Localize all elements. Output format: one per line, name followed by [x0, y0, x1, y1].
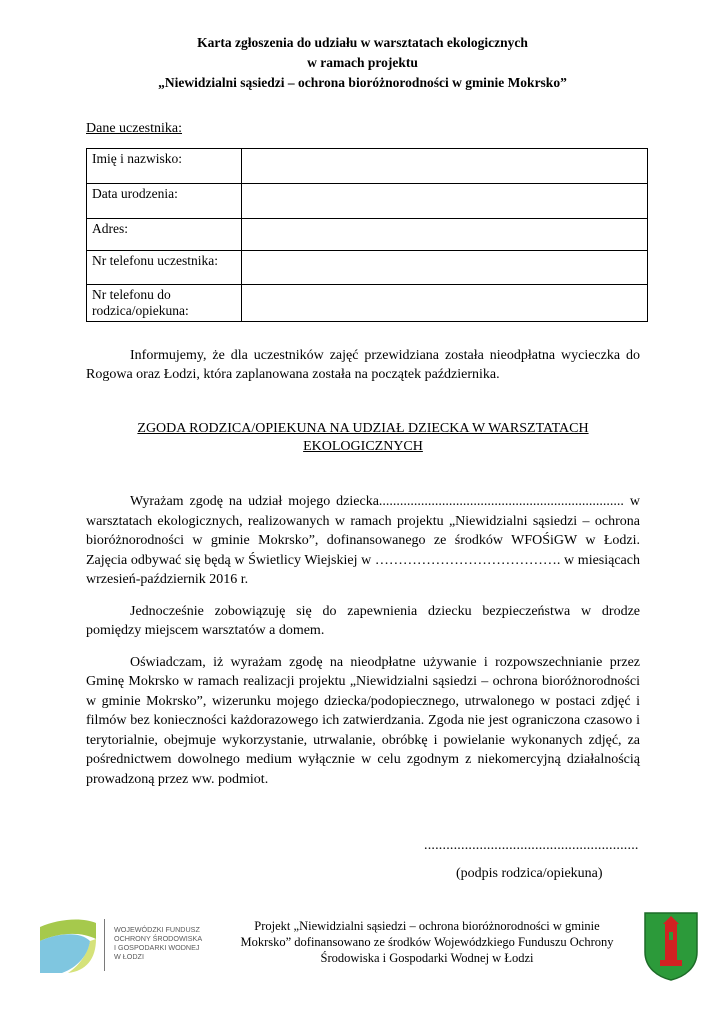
- consent-paragraph-safety: Jednocześnie zobowiązuję się do zapewnienia dziecku bezpieczeństwa w drodze pomiędzy miejscem warsztatów a domem.: [86, 603, 640, 638]
- table-row: [87, 149, 648, 184]
- form-title: [0, 33, 725, 93]
- consent-paragraph-image-rights: Oświadczam, iż wyrażam zgodę na nieodpłatne używanie i rozpowszechnianie przez Gminę Mokrsko w ramach realizacji projektu „Niewidzialni sąsiedzi – ochrona bioróżnorodności w gminie Mokrsko”, wizerunku mojego dziecka/podopiecznego, utrwalonego w postaci zdjęć i filmów bez konieczności każdorazowego ich zatwierdzania. Zgoda nie jest ograniczona czasowo i terytorialnie, obejmuje wykorzystanie, utrwalanie, obróbkę i powielanie wykonanych zdjęć, za pośrednictwem dowolnego medium wyłącznie w celu zgodnym z niekomercyjną działalnością prowadzoną przez ww. podmiot.: [86, 654, 640, 787]
- fund-name-line-2: OCHRONY ŚRODOWISKA: [114, 934, 203, 943]
- logo-divider: [104, 919, 105, 971]
- wfosigw-logo: [36, 915, 206, 975]
- consent-heading-line-1: ZGODA RODZICA/OPIEKUNA NA UDZIAŁ DZIECKA W WARSZTATACH: [137, 421, 589, 436]
- address-field[interactable]: [242, 219, 648, 251]
- consent-paragraph-participation: Wyrażam zgodę na udział mojego dziecka...................................................................... w warsztatach ekologicznych, realizowanych w ramach projektu „Niewidzialni sąsiedzi – ochrona bioróżnorodności w gminie Mokrsko”, dofinansowanego ze środków WFOŚiGW w Łodzi. Zajęcia odbywać się będą w Świetlicy Wiejskiej w …………………………………. w miesiącach wrzesień-październik 2016 r.: [86, 494, 640, 587]
- field-label-address: Adres:: [87, 219, 242, 251]
- title-line-1: Karta zgłoszenia do udziału w warsztatach ekologicznych: [197, 35, 528, 50]
- funding-note-line-1: Projekt „Niewidzialni sąsiedzi – ochrona bioróżnorodności w gminie: [254, 919, 600, 933]
- participant-data-table: [86, 148, 648, 322]
- consent-heading: [86, 420, 640, 456]
- wfosigw-logo-icon: [36, 915, 102, 975]
- table-row: [87, 184, 648, 219]
- fund-name-line-4: W ŁODZI: [114, 952, 144, 961]
- guardian-phone-label-line-2: rodzica/opiekuna:: [92, 303, 189, 318]
- trip-information-text: Informujemy, że dla uczestników zajęć przewidziana została nieodpłatna wycieczka do Rogowa oraz Łodzi, która zaplanowana została na początek października.: [86, 348, 640, 382]
- title-line-3: „Niewidzialni sąsiedzi – ochrona bioróżnorodności w gminie Mokrsko”: [158, 75, 567, 90]
- trip-information: [86, 346, 640, 384]
- participant-phone-field[interactable]: [242, 251, 648, 285]
- fund-name: [114, 925, 202, 961]
- funding-note: [222, 918, 632, 966]
- consent-body: [86, 492, 640, 789]
- field-label-guardian-phone: [87, 285, 242, 322]
- table-row: [87, 285, 648, 322]
- guardian-phone-label-line-1: Nr telefonu do: [92, 287, 171, 302]
- title-line-2: w ramach projektu: [307, 55, 418, 70]
- funding-note-line-2: Mokrsko” dofinansowano ze środków Wojewódzkiego Funduszu Ochrony: [240, 935, 614, 949]
- fund-name-line-1: WOJEWÓDZKI FUNDUSZ: [114, 925, 200, 934]
- name-field[interactable]: [242, 149, 648, 184]
- fund-name-line-3: I GOSPODARKI WODNEJ: [114, 943, 200, 952]
- mokrsko-crest-icon: [642, 910, 700, 982]
- crest-tower: [665, 924, 677, 964]
- participant-section-label: Dane uczestnika:: [86, 121, 183, 136]
- signature-line[interactable]: ..........................................................: [424, 838, 639, 853]
- table-row: [87, 251, 648, 285]
- guardian-phone-field[interactable]: [242, 285, 648, 322]
- consent-heading-line-2: EKOLOGICZNYCH: [303, 439, 423, 454]
- field-label-name: Imię i nazwisko:: [87, 149, 242, 184]
- funding-note-line-3: Środowiska i Gospodarki Wodnej w Łodzi: [320, 951, 534, 965]
- signature-label: (podpis rodzica/opiekuna): [456, 866, 603, 881]
- crest-tower-base: [660, 960, 682, 966]
- crest-window: [669, 932, 673, 940]
- field-label-birth-date: Data urodzenia:: [87, 184, 242, 219]
- table-row: [87, 219, 648, 251]
- birth-date-field[interactable]: [242, 184, 648, 219]
- field-label-participant-phone: Nr telefonu uczestnika:: [87, 251, 242, 285]
